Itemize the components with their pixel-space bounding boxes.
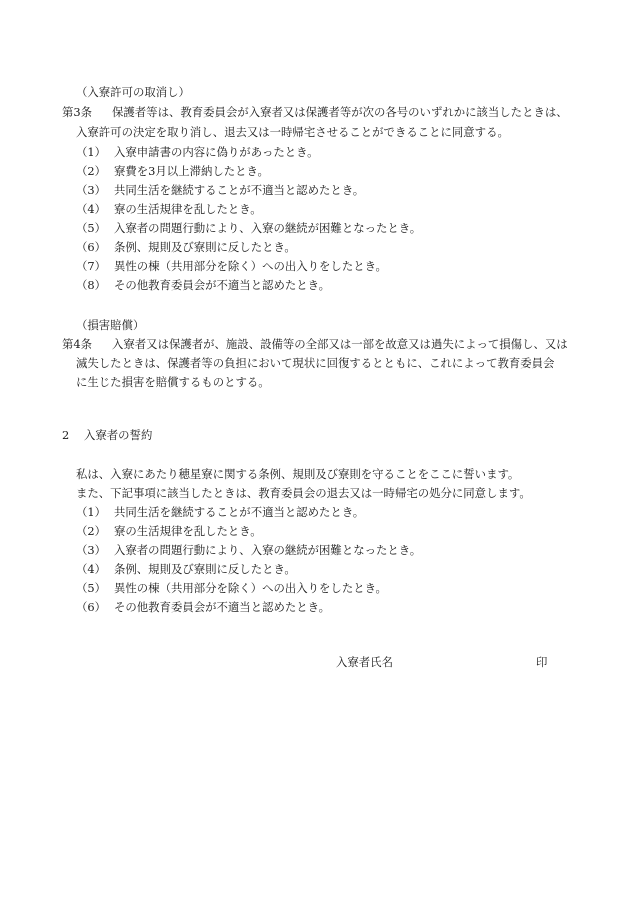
list-item: [76, 259, 387, 273]
item-number: （4）: [76, 562, 107, 576]
list-item: [76, 164, 269, 178]
article4-heading: （損害賠償）: [76, 318, 145, 332]
item-number: （3）: [76, 183, 107, 197]
list-item: [76, 183, 364, 197]
article4-body-line2: 滅失したときは、保護者等の負担において現状に回復するとともに、これによって教育委員会: [76, 356, 555, 370]
article3-heading: （入寮許可の取消し）: [76, 85, 190, 99]
item-number: （6）: [76, 240, 107, 254]
list-item: [76, 145, 318, 159]
item-number: （6）: [76, 600, 107, 614]
list-item: [76, 562, 296, 576]
item-number: （2）: [76, 524, 107, 538]
item-text: その他教育委員会が不適当と認めたとき。: [114, 600, 330, 614]
item-number: （5）: [76, 581, 107, 595]
item-number: （8）: [76, 278, 107, 292]
item-number: （4）: [76, 202, 107, 216]
item-text: 共同生活を継続することが不適当と認めたとき。: [114, 505, 365, 519]
article3-body-line1: 保護者等は、教育委員会が入寮者又は保護者等が次の各号のいずれかに該当したときは、: [112, 105, 568, 119]
list-item: [76, 202, 262, 216]
article4-body-line3: に生じた損害を賠償するものとする。: [76, 375, 270, 389]
item-number: （1）: [76, 505, 107, 519]
item-text: 異性の棟（共用部分を除く）への出入りをしたとき。: [114, 581, 387, 595]
article4-first-line: [62, 337, 568, 351]
item-text: 共同生活を継続することが不適当と認めたとき。: [114, 183, 365, 197]
item-text: その他教育委員会が不適当と認めたとき。: [114, 278, 330, 292]
item-number: （2）: [76, 164, 107, 178]
list-item: [76, 524, 262, 538]
item-text: 入寮者の問題行動により、入寮の継続が困難となったとき。: [114, 221, 422, 235]
list-item: [76, 221, 421, 235]
item-text: 寮の生活規律を乱したとき。: [114, 202, 262, 216]
item-text: 寮の生活規律を乱したとき。: [114, 524, 262, 538]
article4-number: 第4条: [62, 337, 93, 351]
list-item: [76, 600, 330, 614]
article3-body-line2: 入寮許可の決定を取り消し、退去又は一時帰宅させることができることに同意する。: [76, 125, 509, 139]
seal-mark: 印: [536, 655, 548, 669]
article3-first-line: [62, 105, 568, 119]
item-number: （3）: [76, 543, 107, 557]
section2-heading: [62, 428, 152, 442]
item-text: 条例、規則及び寮則に反したとき。: [114, 240, 296, 254]
section2-title: 入寮者の誓約: [84, 428, 153, 442]
signature-name-label: 入寮者氏名: [336, 655, 393, 669]
item-text: 寮費を3月以上滞納したとき。: [114, 164, 269, 178]
list-item: [76, 505, 364, 519]
list-item: [76, 240, 296, 254]
list-item: [76, 278, 330, 292]
item-number: （7）: [76, 259, 107, 273]
article3-number: 第3条: [62, 105, 93, 119]
list-item: [76, 543, 421, 557]
item-text: 入寮申請書の内容に偽りがあったとき。: [114, 145, 319, 159]
item-number: （5）: [76, 221, 107, 235]
item-number: （1）: [76, 145, 107, 159]
list-item: [76, 581, 387, 595]
section2-intro-line2: また、下記事項に該当したときは、教育委員会の退去又は一時帰宅の処分に同意します。: [76, 486, 531, 500]
section2-intro-line1: 私は、入寮にあたり穂星寮に関する条例、規則及び寮則を守ることをここに誓います。: [76, 467, 520, 481]
item-text: 入寮者の問題行動により、入寮の継続が困難となったとき。: [114, 543, 422, 557]
article4-body-line1: 入寮者又は保護者が、施設、設備等の全部又は一部を故意又は過失によって損傷し、又は: [112, 337, 568, 351]
item-text: 条例、規則及び寮則に反したとき。: [114, 562, 296, 576]
item-text: 異性の棟（共用部分を除く）への出入りをしたとき。: [114, 259, 387, 273]
section2-number: 2: [62, 428, 70, 442]
